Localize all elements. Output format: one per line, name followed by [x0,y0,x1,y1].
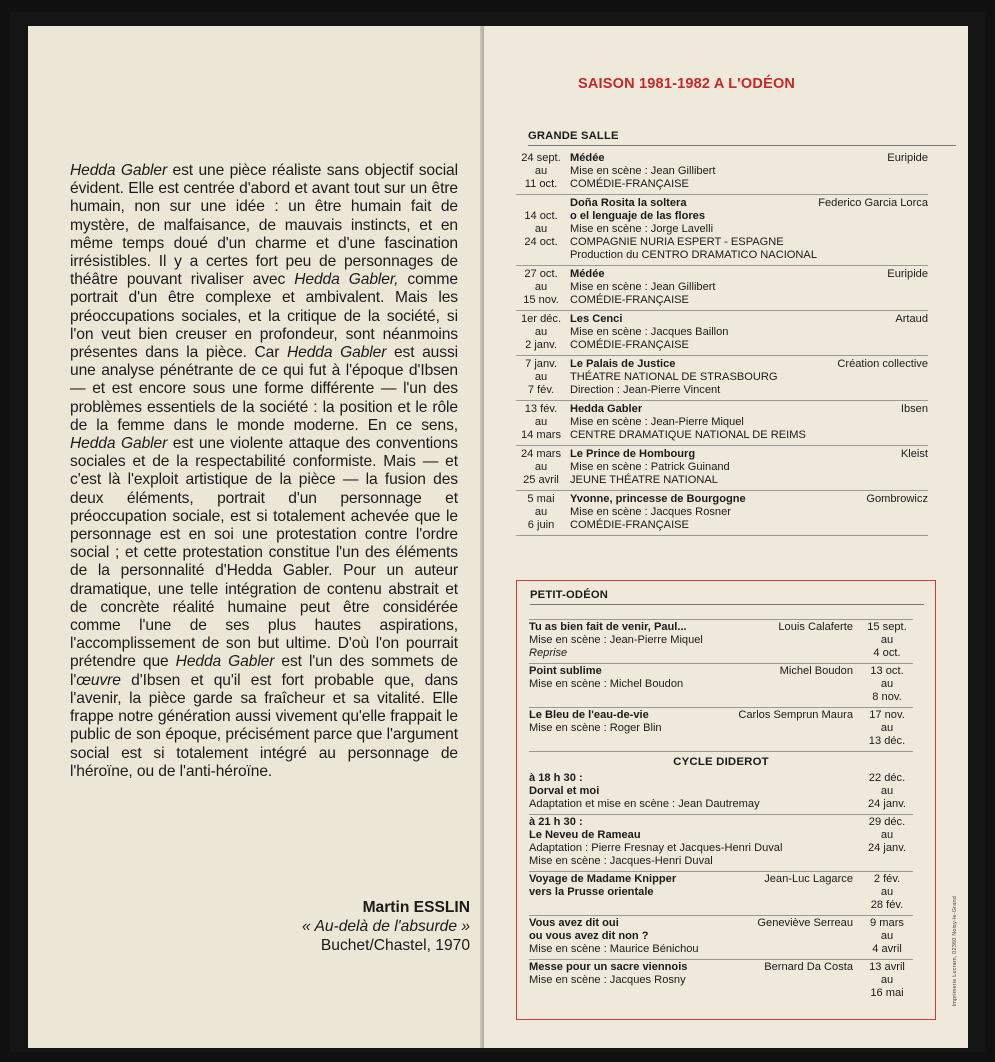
program-row [529,871,913,915]
date-line: 8 nov. [872,691,902,703]
date-line: au [880,974,894,986]
brochure-spread [10,12,985,1052]
citation-author: Martin ESSLIN [362,899,470,916]
detail-line: Mise en scène : Jean Gillibert [570,281,716,293]
program-row [529,707,913,751]
essay-run: d'Ibsen et qu'il est fort probable que, dans l'avenir, la pièce garde sa fraîcheur et sa vitalité. Elle frappe notre génération aussi vivement qu'elle frappait le public de son époque, précisément parce que l'argument social est si totalement intégré au personnage de l'héroïne, ou de l'anti-héroïne. [70,671,458,780]
program-details [566,313,928,352]
date-line: 1er déc. [520,313,562,325]
title-line [570,403,928,416]
program-details [529,665,861,704]
program-row [516,310,928,355]
essay-run: est une pièce réaliste sans objectif social évident. Elle est centrée d'abord et avant tout sur un être humain, non sur une idée : un être humain fait de mystère, de malfaisance, de mauvais instincts, et en même temps doué d'un charme et d'une fascination irrésistibles. Il y a certes fort peu de personnages de théâtre pouvant rivaliser avec [70,162,458,289]
program-details [566,403,928,442]
program-dates [516,448,566,487]
left-page [28,26,498,1048]
right-page [484,26,968,1048]
detail-line: Mise en scène : Jean-Pierre Miquel [570,416,744,428]
essay-run: comme portrait d'un être complexe et ambivalent. Mais les préoccupations sociales, et la critique de la société, si l'on veut bien creuser en profondeur, sont néanmoins présentes dans la pièce. Car [70,271,458,362]
program-dates [861,621,913,660]
detail-line: Mise en scène : Jacques Rosner [570,506,731,518]
play-author: Federico Garcia Lorca [818,197,928,209]
date-line: au [534,506,548,518]
play-title: Le Palais de Justice [570,358,676,370]
grande-salle-list [516,150,928,536]
title-line [570,493,928,506]
detail-line: Direction : Jean-Pierre Vincent [570,384,721,396]
program-details [529,816,861,868]
program-dates [516,358,566,397]
play-author: Carlos Semprun Maura [738,709,853,721]
detail-line: Mise en scène : Maurice Bénichou [529,943,699,955]
play-author: Geneviève Serreau [757,917,853,929]
citation [302,898,470,955]
program-details [566,493,928,532]
date-line: au [534,461,548,473]
play-title-cont: ou vous avez dit non ? [529,930,649,942]
date-line: 13 déc. [868,735,906,747]
date-line: au [880,785,894,797]
title-line [529,829,861,842]
date-line: 9 mars [870,917,904,929]
date-line: 4 avril [872,943,902,955]
grande-salle-heading: GRANDE SALLE [528,130,956,146]
date-line: 15 nov. [523,294,559,306]
date-line: 24 janv. [867,798,907,810]
date-line: au [534,223,548,235]
program-details [566,358,928,397]
program-row [529,771,913,814]
program-row [516,194,928,265]
program-details [529,772,861,811]
title-line [570,152,928,165]
program-details [566,197,928,262]
play-title: Hedda Gabler [570,403,643,415]
program-dates [516,268,566,307]
play-title: Dorval et moi [529,785,600,797]
date-line: au [534,326,548,338]
date-line: 24 oct. [524,236,558,248]
petit-odeon-list [529,619,913,1003]
date-line: 29 déc. [868,816,906,828]
program-details [529,961,861,1000]
program-row [516,355,928,400]
date-line: 22 déc. [868,772,906,784]
detail-line: o el lenguaje de las flores [570,210,706,222]
play-title: Voyage de Madame Knipper [529,873,677,885]
program-row [516,490,928,535]
printer-credit: Imprimerie Lecram, 02360 Noisy-le-Grand [952,896,958,1007]
citation-publisher: Buchet/Chastel, 1970 [320,937,470,954]
program-note: Reprise [529,647,568,659]
program-details [529,873,861,912]
date-line: 13 avril [869,961,905,973]
date-line: 7 janv. [525,358,557,370]
program-details [566,448,928,487]
date-line: au [534,281,548,293]
detail-line: Adaptation et mise en scène : Jean Dautremay [529,798,760,810]
detail-line: COMÉDIE-FRANÇAISE [570,519,689,531]
detail-line: Mise en scène : Jean Gillibert [570,165,716,177]
program-dates [516,313,566,352]
program-row [529,959,913,1003]
program-details [529,709,861,748]
play-author: Gombrowicz [866,493,928,505]
date-line: 16 mai [870,987,904,999]
date-line: au [880,886,894,898]
program-dates [861,917,913,956]
date-line: 7 fév. [527,384,555,396]
date-line: 24 sept. [521,152,561,164]
program-row [529,915,913,959]
play-author: Euripide [887,152,928,164]
date-line: 17 nov. [869,709,905,721]
essay-italic-run: œuvre [76,671,121,689]
date-line: au [880,634,894,646]
list-bottom-rule [516,535,928,536]
play-author: Création collective [837,358,928,370]
play-author: Ibsen [900,403,928,415]
title-line [529,665,861,678]
title-line [529,961,861,974]
play-title: Yvonne, princesse de Bourgogne [570,493,746,505]
date-line: 14 oct. [524,210,558,222]
date-line: 24 mars [520,448,562,460]
date-line: 28 fév. [870,899,904,911]
date-line: 13 fév. [524,403,558,415]
detail-line: Mise en scène : Jacques Baillon [570,326,729,338]
essay-run: est l'un des sommets de l' [70,653,458,689]
program-row [516,265,928,310]
title-line [570,313,928,326]
date-line: 2 fév. [873,873,901,885]
date-line: 5 mai [527,493,555,505]
date-line: au [880,930,894,942]
detail-line: Mise en scène : Jacques-Henri Duval [529,855,713,867]
petit-odeon-box [516,580,936,1020]
program-dates [861,816,913,868]
program-dates [516,152,566,191]
play-title: Doña Rosita la soltera [570,197,687,209]
date-line: au [880,678,894,690]
title-line [529,621,861,634]
date-line: 24 janv. [867,842,907,854]
date-line: 11 oct. [524,178,558,190]
detail-line: Mise en scène : Michel Boudon [529,678,684,690]
program-details [529,917,861,956]
detail-line: Mise en scène : Roger Blin [529,722,662,734]
program-row [516,150,928,194]
detail-line: JEUNE THÉATRE NATIONAL [570,474,718,486]
detail-line: Mise en scène : Jorge Lavelli [570,223,714,235]
play-author: Kleist [900,448,928,460]
title-line [529,917,861,930]
program-row [516,445,928,490]
date-line: 13 oct. [870,665,904,677]
essay-italic-run: Hedda Gabler [287,344,387,362]
program-dates [861,873,913,912]
play-title: Point sublime [529,665,602,677]
petit-odeon-heading: PETIT-ODÉON [530,589,924,605]
cycle-heading: CYCLE DIDEROT [529,751,913,771]
detail-line: COMÉDIE-FRANÇAISE [570,294,689,306]
detail-line: Mise en scène : Jacques Rosny [529,974,686,986]
program-details [566,152,928,191]
date-line: au [880,829,894,841]
program-dates [861,961,913,1000]
title-line [570,358,928,371]
date-line: au [534,416,548,428]
program-details [566,268,928,307]
date-line: 25 avril [523,474,559,486]
program-details [529,621,861,660]
play-title: Médée [570,152,605,164]
date-line: 2 janv. [525,339,557,351]
detail-line: COMPAGNIE NURIA ESPERT - ESPAGNE [570,236,784,248]
play-title: Médée [570,268,605,280]
date-line: au [534,165,548,177]
detail-line: Mise en scène : Jean-Pierre Miquel [529,634,703,646]
title-line [529,709,861,722]
title-line [570,197,928,210]
play-author: Louis Calaferte [778,621,853,633]
play-title: Vous avez dit oui [529,917,619,929]
time-slot: à 21 h 30 : [529,816,583,828]
program-row [529,619,913,663]
title-line [529,785,861,798]
essay-run: est une violente attaque des conventions sociales et de la respectabilité conformiste. Mais — et c'est là l'exploit artistique de la pièce — la fusion des deux éléments, portrait d'un personnage et préoccupation sociale, est si totalement achevée que le personnage est en soi une protestation contre l'ordre social ; et cette protestation constitue l'un des éléments de la personnalité d'Hedda Gabler. Pour un auteur dramatique, une telle intégration de contenu abstrait et de concrète réalité humaine peut être considérée comme l'une de ses plus hautes aspirations, l'accomplissement de son but ultime. D'où l'on pourrait prétendre que [70,435,459,671]
play-title: Le Bleu de l'eau-de-vie [529,709,649,721]
program-row [529,814,913,871]
date-line: 4 oct. [873,647,901,659]
play-title: Les Cenci [570,313,623,325]
program-dates [861,709,913,748]
program-row [516,400,928,445]
play-author: Bernard Da Costa [764,961,853,973]
program-dates [861,772,913,811]
date-line [516,197,566,210]
season-title: SAISON 1981-1982 A L'ODÉON [578,76,796,92]
play-title: Messe pour un sacre viennois [529,961,688,973]
essay-italic-run: Hedda Gabler [70,162,168,179]
program-row [529,663,913,707]
play-title: Le Neveu de Rameau [529,829,641,841]
title-line [570,448,928,461]
date-line: au [880,722,894,734]
essay-italic-run: Hedda Gabler [70,435,168,453]
play-title-cont: vers la Prusse orientale [529,886,654,898]
detail-line: Production du CENTRO DRAMATICO NACIONAL [570,249,817,261]
essay-italic-run: Hedda Gabler [175,653,275,671]
program-dates [516,197,566,262]
date-line: 27 oct. [524,268,558,280]
detail-line: CENTRE DRAMATIQUE NATIONAL DE REIMS [570,429,806,441]
title-line [570,268,928,281]
essay-text [70,162,458,781]
time-slot: à 18 h 30 : [529,772,583,784]
program-dates [861,665,913,704]
date-line: 6 juin [527,519,555,531]
essay-italic-run: Hedda Gabler, [294,271,399,289]
program-dates [516,493,566,532]
play-author: Jean-Luc Lagarce [764,873,853,885]
date-line: au [534,371,548,383]
detail-line: COMÉDIE-FRANÇAISE [570,339,689,351]
date-line: 14 mars [520,429,562,441]
essay-run: est aussi une analyse pénétrante de ce qui fut à l'époque d'Ibsen — et est encore sous une forme différente — l'un des problèmes essentiels de la société : la position et le rôle de la femme dans le monde moderne. En ce sens, [70,344,459,434]
play-author: Euripide [887,268,928,280]
play-title: Tu as bien fait de venir, Paul... [529,621,687,633]
title-line [529,873,861,886]
play-author: Michel Boudon [779,665,853,677]
detail-line: COMÉDIE-FRANÇAISE [570,178,689,190]
program-dates [516,403,566,442]
play-title: Le Prince de Hombourg [570,448,696,460]
detail-line: Adaptation : Pierre Fresnay et Jacques-Henri Duval [529,842,783,854]
citation-book: « Au-delà de l'absurde » [302,918,470,935]
detail-line: Mise en scène : Patrick Guinand [570,461,730,473]
date-line: 15 sept. [867,621,907,633]
detail-line: THÉATRE NATIONAL DE STRASBOURG [570,371,778,383]
play-author: Artaud [895,313,928,325]
